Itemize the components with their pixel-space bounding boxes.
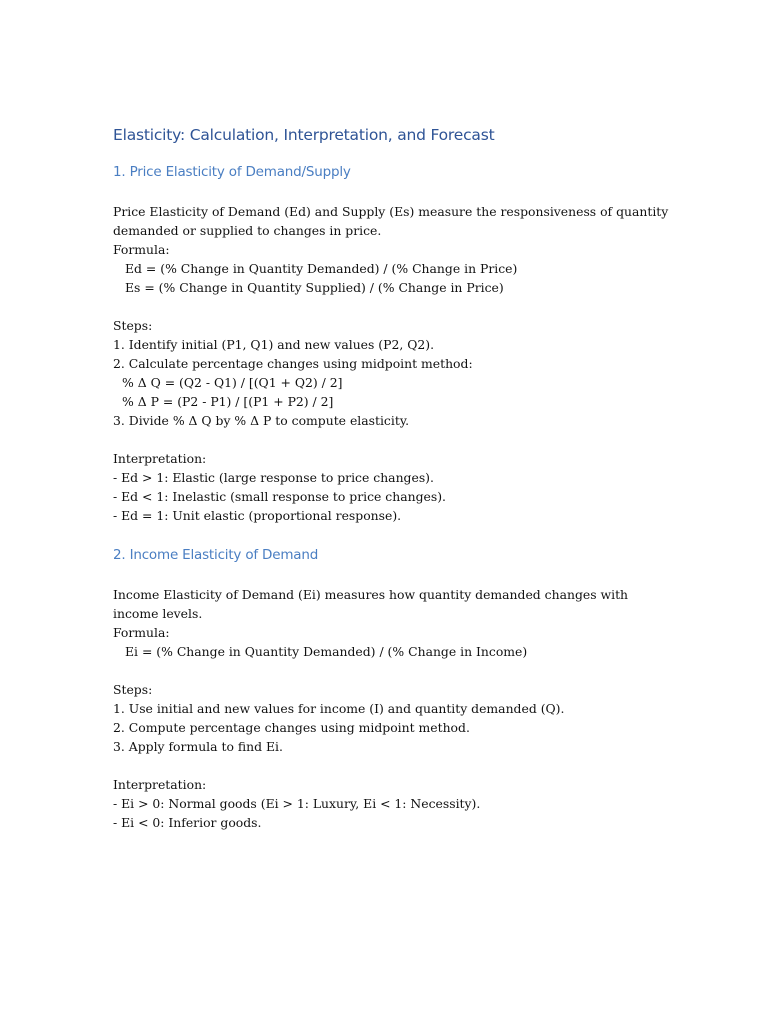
step-item: 2. Calculate percentage changes using midpoint method: bbox=[113, 356, 473, 371]
step-item: 1. Identify initial (P1, Q1) and new values (P2, Q2). bbox=[113, 337, 435, 352]
step-subformula: % Δ Q = (Q2 - Q1) / [(Q1 + Q2) / 2] bbox=[122, 375, 343, 390]
section-heading-price-elasticity: 1. Price Elasticity of Demand/Supply bbox=[113, 164, 351, 180]
document-body bbox=[113, 122, 673, 832]
interpretation-item: - Ei < 0: Inferior goods. bbox=[113, 815, 262, 830]
interpretation-item: - Ed = 1: Unit elastic (proportional response). bbox=[113, 508, 402, 523]
formula-label: Formula: bbox=[113, 625, 170, 640]
interpretation-label: Interpretation: bbox=[113, 451, 207, 466]
section-heading-income-elasticity: 2. Income Elasticity of Demand bbox=[113, 547, 319, 563]
step-item: 3. Apply formula to find Ei. bbox=[113, 739, 283, 754]
section-intro: Income Elasticity of Demand (Ei) measures how quantity demanded changes with income levels. bbox=[113, 587, 629, 621]
step-subformula: % Δ P = (P2 - P1) / [(P1 + P2) / 2] bbox=[122, 394, 334, 409]
document-title: Elasticity: Calculation, Interpretation, and Forecast bbox=[113, 126, 495, 144]
formula-line: Ed = (% Change in Quantity Demanded) / (% Change in Price) bbox=[125, 261, 518, 276]
formula-label: Formula: bbox=[113, 242, 170, 257]
formula-line: Ei = (% Change in Quantity Demanded) / (% Change in Income) bbox=[125, 644, 528, 659]
step-item: 2. Compute percentage changes using midpoint method. bbox=[113, 720, 470, 735]
steps-label: Steps: bbox=[113, 682, 153, 697]
section-body-price-elasticity bbox=[113, 202, 673, 525]
section-intro: Price Elasticity of Demand (Ed) and Supply (Es) measure the responsiveness of quantity demanded or supplied to changes in price. bbox=[113, 204, 669, 238]
interpretation-item: - Ei > 0: Normal goods (Ei > 1: Luxury, Ei < 1: Necessity). bbox=[113, 796, 481, 811]
step-item: 3. Divide % Δ Q by % Δ P to compute elasticity. bbox=[113, 413, 410, 428]
interpretation-label: Interpretation: bbox=[113, 777, 207, 792]
steps-label: Steps: bbox=[113, 318, 153, 333]
interpretation-item: - Ed < 1: Inelastic (small response to price changes). bbox=[113, 489, 446, 504]
step-item: 1. Use initial and new values for income (I) and quantity demanded (Q). bbox=[113, 701, 565, 716]
section-body-income-elasticity bbox=[113, 585, 673, 832]
interpretation-item: - Ed > 1: Elastic (large response to price changes). bbox=[113, 470, 434, 485]
formula-line: Es = (% Change in Quantity Supplied) / (% Change in Price) bbox=[125, 280, 504, 295]
